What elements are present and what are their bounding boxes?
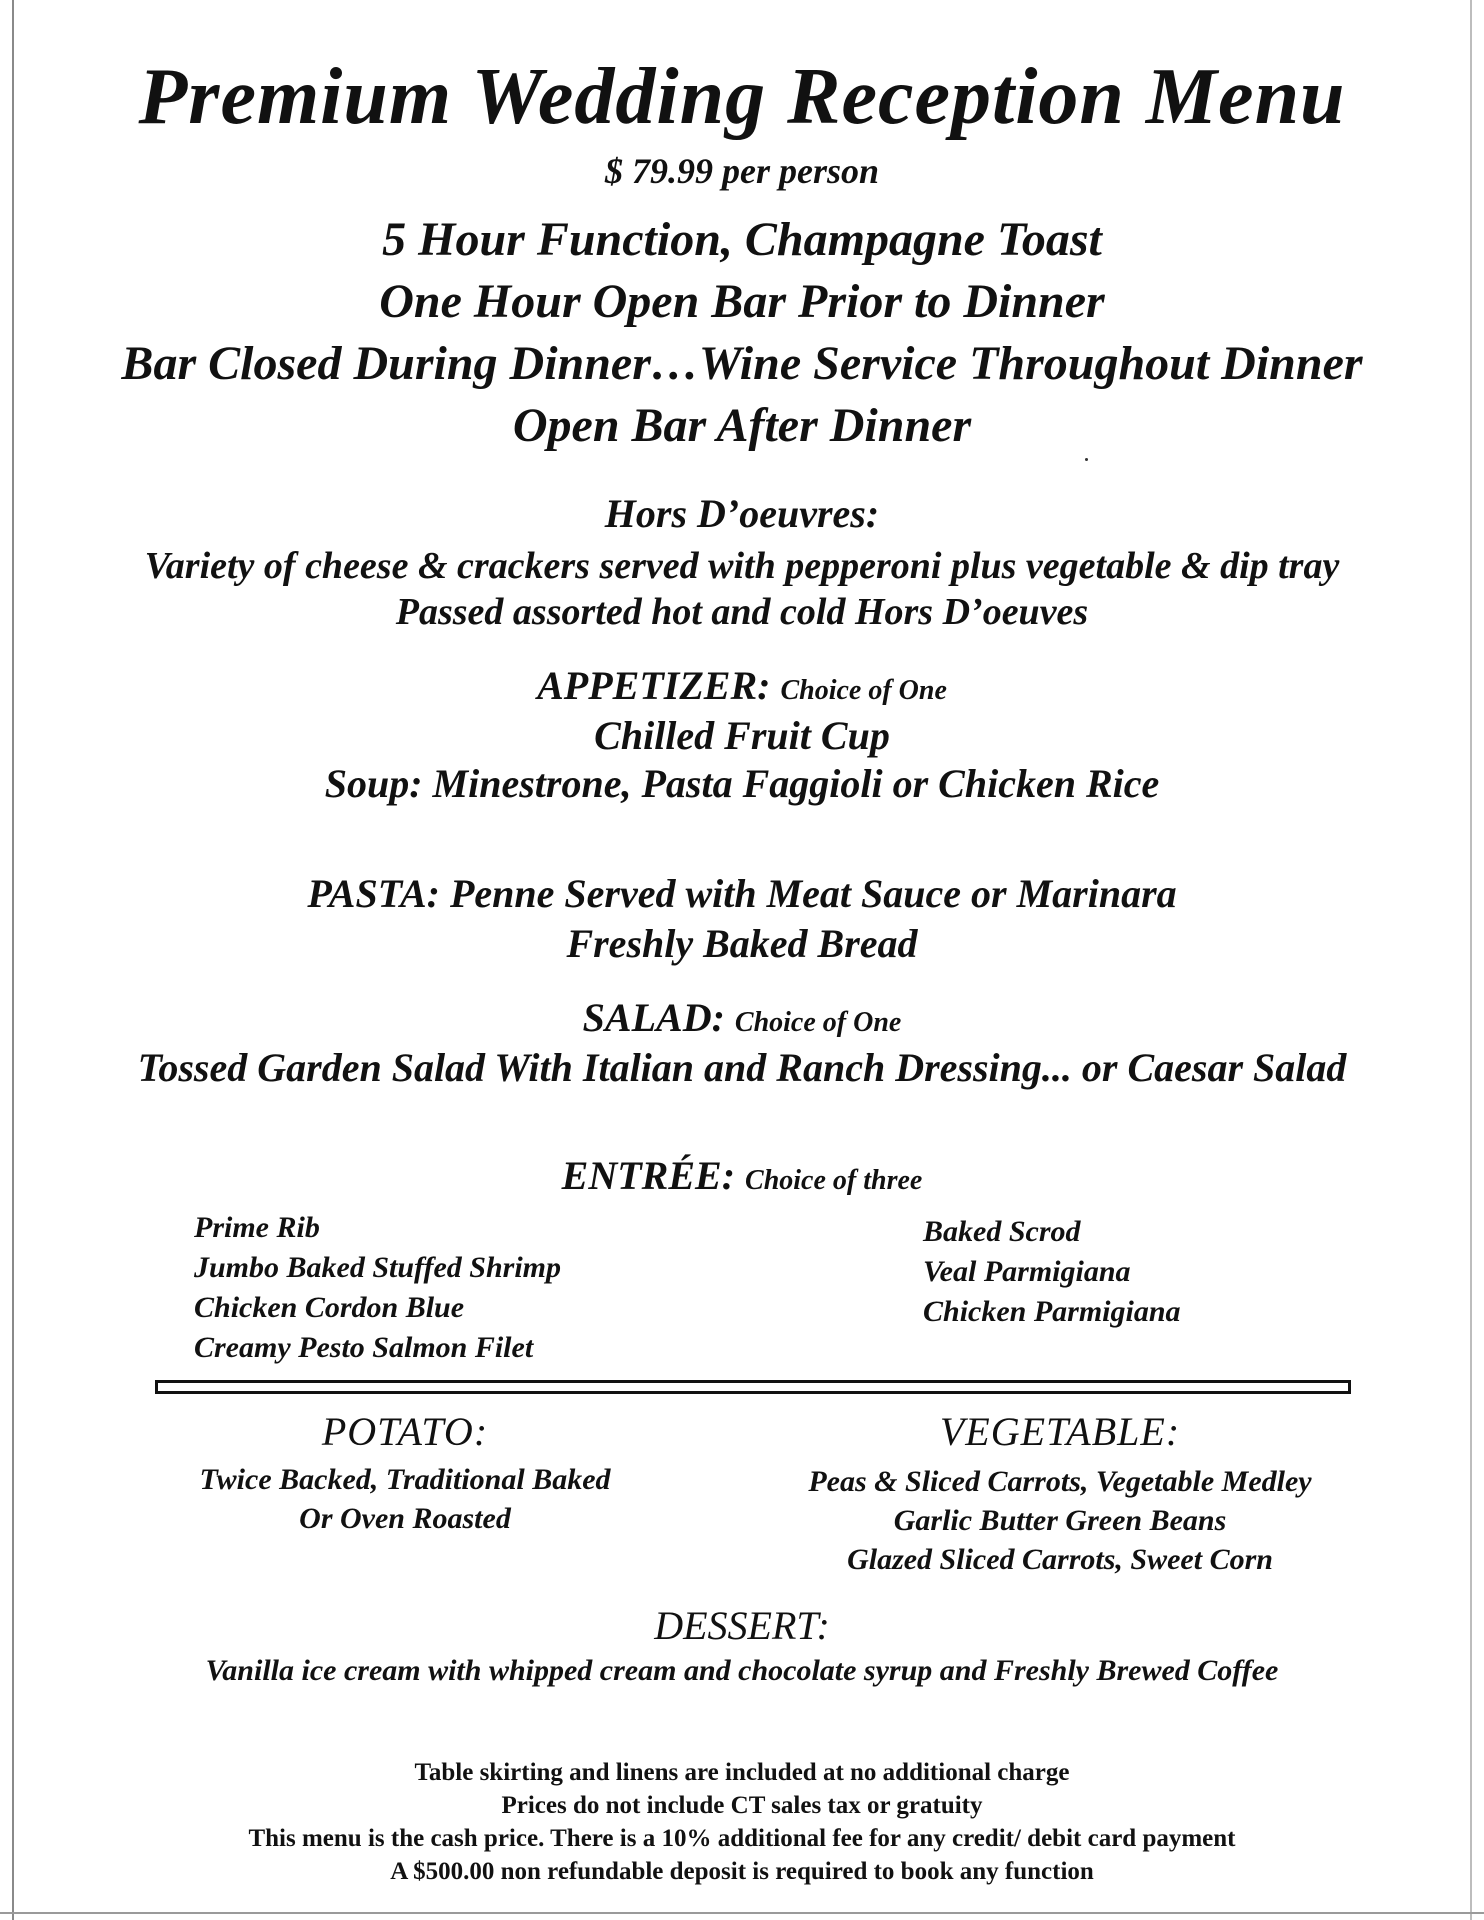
entree-item: Prime Rib [194, 1211, 320, 1244]
dessert-heading: DESSERT: [654, 1603, 830, 1648]
entree-item: Baked Scrod [923, 1215, 1081, 1248]
vegetable-item: Peas & Sliced Carrots, Vegetable Medley [808, 1465, 1312, 1498]
appetizer-note: Choice of One [780, 675, 947, 706]
menu-title: Premium Wedding Reception Menu [138, 53, 1346, 141]
appetizer-heading-line [0, 662, 1484, 709]
feature-line: Bar Closed During Dinner…Wine Service Throughout Dinner [121, 337, 1363, 390]
scan-speck [1085, 458, 1088, 461]
pasta-item: Freshly Baked Bread [566, 921, 918, 966]
vegetable-item: Garlic Butter Green Beans [893, 1504, 1227, 1537]
entree-heading: ENTRÉE: [561, 1153, 736, 1198]
terms-note: This menu is the cash price. There is a 10% additional fee for any credit/ debit card payment [248, 1825, 1236, 1852]
potato-item: Or Oven Roasted [299, 1502, 511, 1535]
appetizer-heading: APPETIZER: [537, 663, 771, 708]
section-divider [155, 1380, 1351, 1394]
hors-doeuvres-item: Variety of cheese & crackers served with pepperoni plus vegetable & dip tray [144, 545, 1340, 587]
salad-item: Tossed Garden Salad With Italian and Ranch Dressing... or Caesar Salad [137, 1045, 1347, 1090]
potato-item: Twice Backed, Traditional Baked [199, 1463, 611, 1496]
entree-heading-line [0, 1152, 1484, 1199]
salad-note: Choice of One [734, 1007, 902, 1038]
feature-line: Open Bar After Dinner [512, 399, 972, 452]
potato-heading: POTATO: [321, 1409, 489, 1454]
hors-doeuvres-heading: Hors D’oeuvres: [604, 491, 880, 536]
price-per-person: $ 79.99 per person [604, 151, 879, 191]
entree-item: Veal Parmigiana [923, 1255, 1131, 1288]
hors-doeuvres-item: Passed assorted hot and cold Hors D’oeuves [395, 591, 1089, 633]
terms-note: Prices do not include CT sales tax or gratuity [501, 1792, 983, 1819]
potato-list [140, 1460, 670, 1538]
scan-edge-bottom [0, 1912, 1484, 1914]
terms-notes [0, 1756, 1484, 1888]
feature-line: 5 Hour Function, Champagne Toast [382, 213, 1102, 266]
vegetable-list [760, 1462, 1360, 1579]
entree-note: Choice of three [745, 1165, 923, 1196]
entree-item: Chicken Parmigiana [923, 1295, 1181, 1328]
pasta-item: PASTA: Penne Served with Meat Sauce or Marinara [307, 871, 1177, 916]
appetizer-item: Chilled Fruit Cup [594, 713, 890, 758]
entree-item: Creamy Pesto Salmon Filet [194, 1331, 534, 1364]
vegetable-heading: VEGETABLE: [939, 1409, 1181, 1454]
entree-list-left [194, 1208, 561, 1368]
vegetable-item: Glazed Sliced Carrots, Sweet Corn [847, 1543, 1273, 1576]
terms-note: A $500.00 non refundable deposit is required to book any function [390, 1858, 1094, 1885]
dessert-item: Vanilla ice cream with whipped cream and chocolate syrup and Freshly Brewed Coffee [205, 1654, 1279, 1687]
entree-item: Jumbo Baked Stuffed Shrimp [194, 1251, 562, 1284]
salad-heading: SALAD: [582, 995, 725, 1040]
appetizer-item: Soup: Minestrone, Pasta Faggioli or Chicken Rice [324, 761, 1160, 806]
feature-line: One Hour Open Bar Prior to Dinner [379, 275, 1105, 328]
salad-heading-line [0, 994, 1484, 1041]
entree-item: Chicken Cordon Blue [194, 1291, 465, 1324]
terms-note: Table skirting and linens are included at no additional charge [414, 1759, 1070, 1786]
entree-list-right [923, 1212, 1181, 1332]
